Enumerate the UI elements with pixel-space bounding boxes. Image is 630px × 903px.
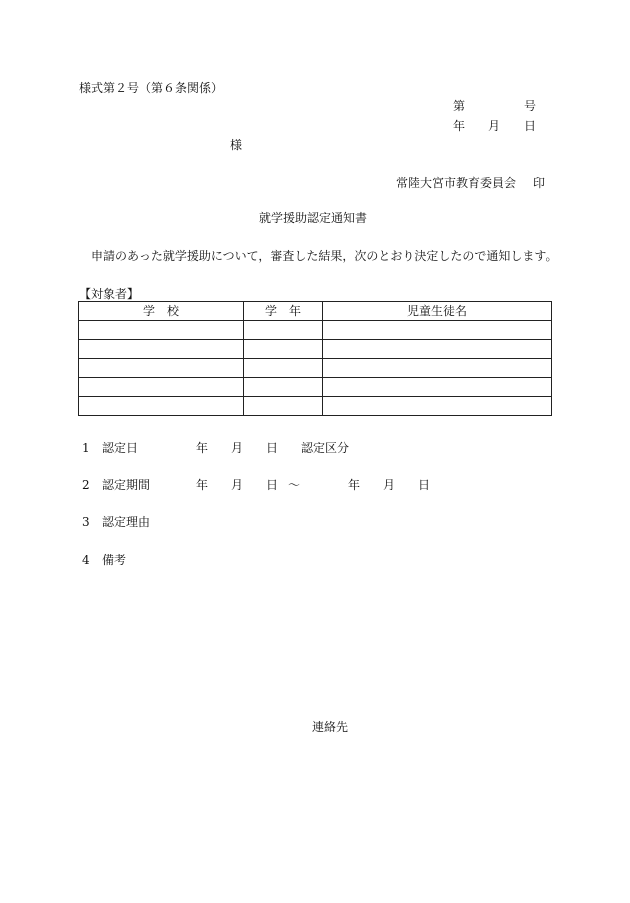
item-3-label-approval-reason: 認定理由	[102, 515, 151, 529]
item-2-end-month: 月	[383, 478, 396, 492]
cell-school	[79, 340, 244, 359]
item-3-number: 3	[82, 515, 90, 529]
document-number-suffix: 号	[524, 99, 537, 113]
item-2-range-tilde: ～	[288, 478, 301, 492]
cell-grade	[244, 359, 323, 378]
table-row	[79, 321, 552, 340]
table-row	[79, 359, 552, 378]
item-2-end-year: 年	[348, 478, 361, 492]
column-header-grade: 学 年	[244, 302, 323, 321]
seal-mark: 印	[533, 176, 546, 190]
item-1-day: 日	[266, 441, 279, 455]
cell-school	[79, 359, 244, 378]
item-2-number: 2	[82, 478, 90, 492]
contact-label: 連絡先	[312, 720, 349, 734]
table-row	[79, 397, 552, 416]
cell-school	[79, 378, 244, 397]
table-row	[79, 340, 552, 359]
issuer-name: 常陸大宮市教育委員会	[396, 176, 517, 190]
cell-student-name	[323, 378, 552, 397]
item-1-label-approval-date: 認定日	[102, 441, 139, 455]
item-2-end-day: 日	[418, 478, 431, 492]
issue-date-year: 年	[453, 119, 466, 133]
column-header-student-name: 児童生徒名	[323, 302, 552, 321]
subjects-section-label: 【対象者】	[79, 287, 140, 301]
item-1-number: 1	[82, 441, 90, 455]
cell-student-name	[323, 397, 552, 416]
recipient-honorific: 様	[230, 138, 243, 152]
item-1-year: 年	[196, 441, 209, 455]
cell-school	[79, 321, 244, 340]
table-header-row	[79, 302, 552, 321]
subjects-table	[78, 301, 552, 416]
cell-student-name	[323, 359, 552, 378]
item-2-start-year: 年	[196, 478, 209, 492]
document-number-prefix: 第	[453, 99, 466, 113]
item-1-approval-category-label: 認定区分	[301, 441, 350, 455]
table-row	[79, 378, 552, 397]
item-2-start-month: 月	[231, 478, 244, 492]
item-1-month: 月	[231, 441, 244, 455]
form-number-title: 様式第２号（第６条関係）	[79, 81, 224, 95]
issue-date-day: 日	[524, 119, 537, 133]
item-2-start-day: 日	[266, 478, 279, 492]
item-2-label-approval-period: 認定期間	[102, 478, 151, 492]
column-header-school: 学 校	[79, 302, 244, 321]
document-title: 就学援助認定通知書	[259, 211, 368, 225]
cell-student-name	[323, 340, 552, 359]
cell-school	[79, 397, 244, 416]
item-4-label-remarks: 備考	[102, 553, 127, 567]
cell-grade	[244, 340, 323, 359]
cell-student-name	[323, 321, 552, 340]
cell-grade	[244, 378, 323, 397]
item-4-number: 4	[82, 553, 90, 567]
cell-grade	[244, 321, 323, 340]
cell-grade	[244, 397, 323, 416]
issue-date-month: 月	[488, 119, 501, 133]
notice-body-text: 申請のあった就学援助について，審査した結果，次のとおり決定したので通知します。	[91, 249, 558, 263]
